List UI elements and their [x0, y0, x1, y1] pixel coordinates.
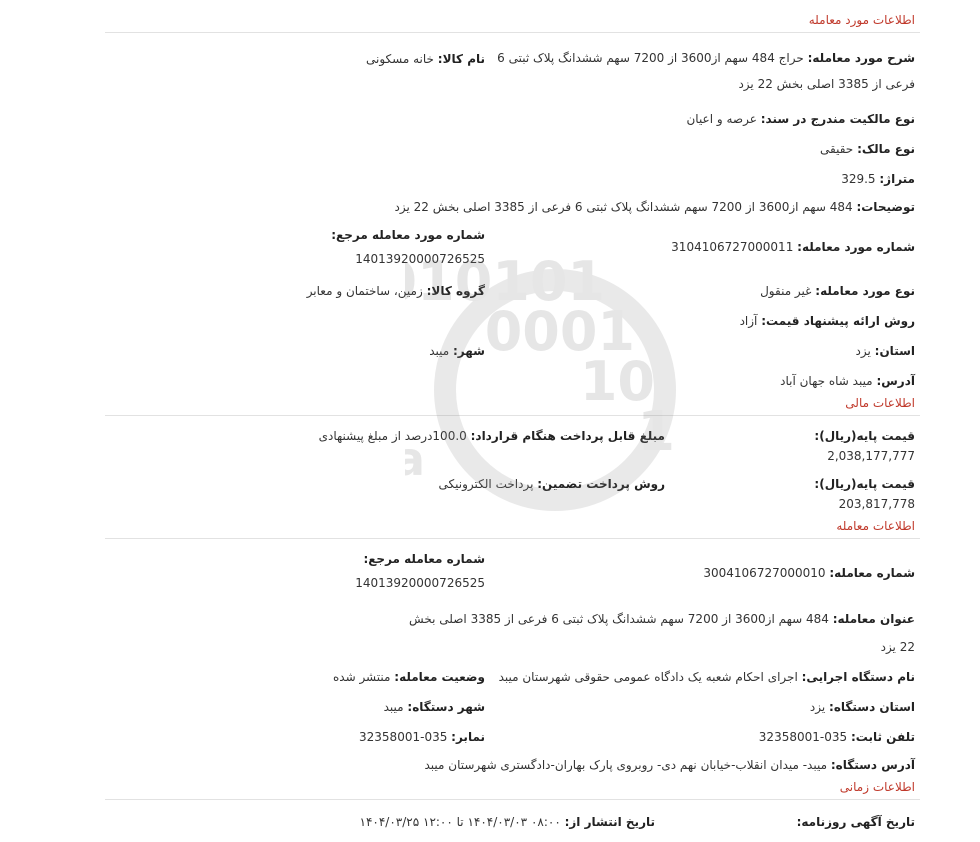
base-price-2 — [735, 474, 915, 514]
area — [485, 169, 915, 189]
deal-row-address — [105, 753, 920, 781]
deal-number-value: 3004106727000010 — [703, 566, 826, 580]
deal-title-label: عنوان معامله: — [832, 612, 915, 626]
deal-row-number — [105, 549, 920, 599]
financial-row-2 — [105, 474, 920, 520]
item-kind — [485, 277, 915, 301]
address-value: میبد شاه جهان آباد — [780, 374, 873, 388]
deal-reference-label: شماره معامله مرجع: — [363, 552, 485, 566]
province-label: استان: — [874, 344, 915, 358]
section-divider — [105, 32, 920, 33]
executive-org — [485, 667, 915, 687]
item-description — [485, 45, 915, 97]
item-reference-number — [110, 225, 485, 269]
newspaper-date-label: تاریخ آگهی روزنامه: — [796, 815, 915, 829]
org-province-label: استان دستگاه: — [829, 700, 915, 714]
item-row-kind — [105, 277, 920, 337]
item-description-value: حراج 484 سهم از3600 از 7200 سهم ششدانگ پلاک ثبتی 6 فرعی از 3385 اصلی بخش 22 یزد — [497, 51, 915, 91]
ownership-type-value: عرصه و اعیان — [686, 112, 757, 126]
svg-text:ParsNamadData: a — [405, 432, 425, 486]
org-fax — [110, 727, 485, 747]
guarantee-method — [110, 474, 665, 494]
svg-text:10: 10 — [579, 350, 655, 413]
address-label: آدرس: — [876, 374, 915, 388]
owner-type-value: حقیقی — [820, 142, 854, 156]
owner-type — [485, 139, 915, 159]
section-divider — [105, 799, 920, 800]
item-row-number — [105, 225, 920, 275]
item-reference-value: 14013920000726525 — [355, 252, 485, 266]
section-divider — [105, 538, 920, 539]
deal-row-org — [105, 667, 920, 753]
ownership-type — [485, 109, 915, 129]
area-value: 329.5 — [841, 172, 876, 186]
item-number-label: شماره مورد معامله: — [797, 240, 915, 254]
notes-value: 484 سهم از3600 از 7200 سهم ششدانگ پلاک ثبتی 6 فرعی از 3385 اصلی بخش 22 یزد — [394, 200, 853, 214]
org-address — [110, 755, 915, 775]
item-row-location — [105, 341, 920, 397]
newspaper-date — [695, 812, 915, 832]
payable-amount-value: 100.0درصد از مبلغ پیشنهادی — [318, 429, 467, 443]
publish-date-label: تاریخ انتشار از: — [564, 815, 655, 829]
item-number-value: 3104106727000011 — [671, 240, 794, 254]
financial-row-1 — [105, 426, 920, 472]
deal-number-label: شماره معامله: — [829, 566, 915, 580]
deal-status-value: منتشر شده — [332, 670, 391, 684]
deal-row-title — [105, 599, 920, 667]
svg-text:010101: 10101 — [417, 250, 605, 313]
section-divider — [105, 415, 920, 416]
item-description-label: شرح مورد معامله: — [807, 51, 915, 65]
base-price-2-label: قیمت پایه(ریال): — [814, 477, 915, 491]
deal-number — [485, 549, 915, 583]
svg-text:1: 1 — [637, 400, 675, 463]
org-phone-label: تلفن ثابت: — [850, 730, 915, 744]
goods-group-label: گروه کالا: — [426, 284, 485, 298]
deal-status-label: وضعیت معامله: — [394, 670, 485, 684]
city-value: میبد — [429, 344, 450, 358]
org-province — [485, 697, 915, 717]
org-city-label: شهر دستگاه: — [407, 700, 485, 714]
org-fax-label: نمابر: — [451, 730, 485, 744]
base-price-2-value: 203,817,778 — [838, 497, 915, 511]
offer-method — [485, 311, 915, 331]
deal-title-value: 484 سهم از3600 از 7200 سهم ششدانگ پلاک ثبتی 6 فرعی از 3385 اصلی بخش 22 یزد — [409, 612, 915, 654]
notes-label: توضیحات: — [856, 200, 915, 214]
payable-amount — [110, 426, 665, 446]
base-price-value: 2,038,177,777 — [827, 449, 915, 463]
section-title-item-info: اطلاعات مورد معامله — [808, 13, 915, 27]
item-number — [485, 225, 915, 257]
svg-text:0001: 0001 — [484, 300, 635, 363]
item-row-ownership — [105, 109, 920, 195]
goods-name-label: نام کالا: — [437, 52, 485, 66]
org-province-value: یزد — [809, 700, 826, 714]
goods-group — [110, 277, 485, 301]
ownership-type-label: نوع مالکیت مندرج در سند: — [760, 112, 915, 126]
offer-method-label: روش ارائه پیشنهاد قیمت: — [761, 314, 915, 328]
deal-title — [395, 605, 915, 661]
section-title-time: اطلاعات زمانی — [839, 780, 915, 794]
deal-reference-value: 14013920000726525 — [355, 576, 485, 590]
publish-date-value: ۰۸:۰۰ ۱۴۰۴/۰۳/۰۳ تا ۱۲:۰۰ ۱۴۰۴/۰۳/۲۵ — [359, 815, 561, 829]
item-kind-value: غیر منقول — [760, 284, 812, 298]
city-label: شهر: — [453, 344, 485, 358]
goods-name-value: خانه مسکونی — [366, 52, 434, 66]
province — [485, 341, 915, 361]
item-row-notes — [105, 195, 920, 223]
guarantee-method-label: روش پرداخت تضمین: — [537, 477, 665, 491]
deal-status — [110, 667, 485, 687]
base-price-label: قیمت پایه(ریال): — [814, 429, 915, 443]
org-fax-value: 035-32358001 — [359, 730, 448, 744]
goods-group-value: زمین، ساختمان و معابر — [306, 284, 423, 298]
deal-reference-number — [110, 549, 485, 593]
city — [110, 341, 485, 361]
time-row-1 — [105, 812, 920, 838]
section-title-deal: اطلاعات معامله — [836, 519, 915, 533]
executive-org-value: اجرای احکام شعبه یک دادگاه عمومی حقوقی شهرستان میبد — [498, 670, 798, 684]
org-address-label: آدرس دستگاه: — [830, 758, 915, 772]
offer-method-value: آزاد — [739, 314, 758, 328]
payable-amount-label: مبلغ قابل پرداخت هنگام قرارداد: — [470, 429, 665, 443]
org-phone — [485, 727, 915, 747]
item-reference-label: شماره مورد معامله مرجع: — [331, 228, 485, 242]
item-kind-label: نوع مورد معامله: — [815, 284, 915, 298]
goods-name — [110, 45, 485, 69]
province-value: یزد — [855, 344, 871, 358]
page-container — [105, 0, 920, 842]
owner-type-label: نوع مالک: — [857, 142, 915, 156]
org-phone-value: 035-32358001 — [758, 730, 848, 744]
org-city-value: میبد — [383, 700, 404, 714]
base-price — [735, 426, 915, 466]
item-row-desc — [105, 45, 920, 103]
publish-date — [110, 812, 655, 832]
org-address-value: میبد- میدان انقلاب-خیابان نهم دی- روبروی پارک بهاران-دادگستری شهرستان میبد — [424, 758, 828, 772]
area-label: متراژ: — [879, 172, 915, 186]
guarantee-method-value: پرداخت الکترونیکی — [438, 477, 534, 491]
executive-org-label: نام دستگاه اجرایی: — [801, 670, 915, 684]
section-title-financial: اطلاعات مالی — [845, 396, 915, 410]
org-city — [110, 697, 485, 717]
notes — [110, 197, 915, 217]
address — [485, 371, 915, 391]
